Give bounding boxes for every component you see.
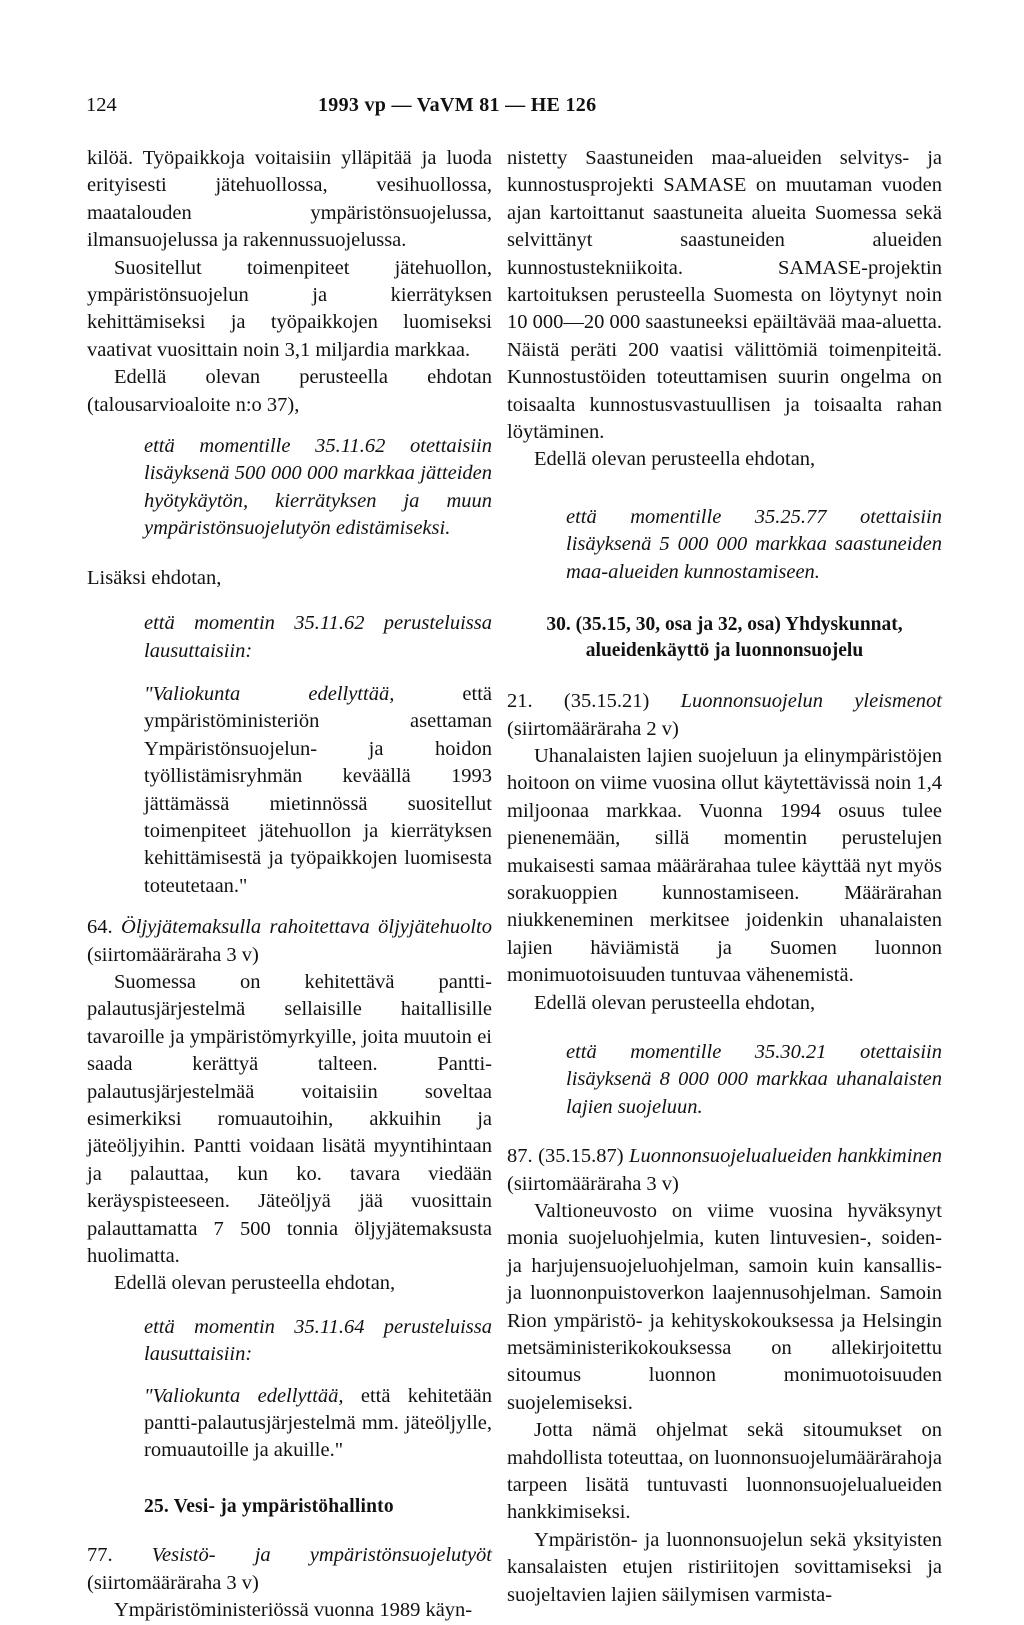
- section-heading-line: 30. (35.15, 30, osa ja 32, osa) Yhdyskunnat,: [546, 614, 903, 636]
- item-title: Luonnonsuojelualueiden hankkiminen: [629, 1145, 943, 1168]
- paragraph: Edellä olevan perusteella ehdotan,: [534, 448, 816, 471]
- item-title: Vesistö- ja ympäristönsuojelutyöt: [151, 1544, 492, 1567]
- section-heading-line: alueidenkäyttö ja luonnonsuojelu: [585, 640, 864, 662]
- item-title: Öljyjätemaksulla rahoitettava öljyjätehuolto: [121, 916, 493, 939]
- paragraph: nistetty Saastuneiden maa-alueiden selvitys- ja kunnostusprojekti SAMASE on muutaman vuoden ajan kartoittanut saastuneita alueita Suomessa sekä selvittänyt saastuneiden alueiden kunnostustekniikoita. SAMASE-projektin kartoituksen perusteella Suomesta on löytynyt noin 10 000—20 000 saastuneeksi epäiltävää maa-aluetta. Näistä peräti 200 vaatisi välittömiä toimenpiteitä. Kunnostustöiden toteuttamisen suurin ongelma on toisaalta kunnostusvastuullisen ja toisaalta rahan löytäminen.: [507, 147, 942, 444]
- running-head: 1993 vp — VaVM 81 — HE 126: [318, 94, 597, 116]
- item-tail: (siirtomääräraha 3 v): [87, 1571, 259, 1594]
- item-tail: (siirtomääräraha 3 v): [507, 1172, 679, 1195]
- paragraph: Jotta nämä ohjelmat sekä sitoumukset on mahdollista toteuttaa, on luonnonsuojelumäärärahoja tarpeen lisätä tuntuvasti luonnonsuojelualueiden hankkimiseksi.: [507, 1419, 942, 1524]
- right-column: [507, 145, 942, 1609]
- motion-text: että momentin 35.11.64 perusteluissa lausuttaisiin:: [144, 1315, 492, 1366]
- quote-rest: että ympäristöministeriön asettaman Ympäristönsuojelun- ja hoidon työllistämisryhmän keväällä 1993 jättämässä mietinnössä suositellut toimenpiteet jätehuollon ja kierrätyksen kehittämisestä ja työpaikkojen luomisesta toteutetaan.": [144, 682, 492, 897]
- paragraph: Edellä olevan perusteella ehdotan,: [114, 1272, 396, 1295]
- paragraph: Ympäristöministeriössä vuonna 1989 käyn-: [114, 1599, 473, 1622]
- item-number: 77.: [87, 1544, 152, 1567]
- paragraph: Suomessa on kehitettävä pantti-palautusjärjestelmä sellaisille haitallisille tavaroille ja ympäristömyrkyille, joita muutoin ei saada kerättyä talteen. Pantti-palautusjärjestelmää voitaisiin soveltaa esimerkiksi romuautoihin, akkuihin ja jäteöljyihin. Pantti voidaan lisätä myyntihintaan ja palauttaa, kun ko. tavara viedään keräyspisteeseen. Jäteöljyä jää vuosittain palauttamatta 7 500 tonnia öljyjätemaksusta huolimatta.: [87, 970, 492, 1268]
- quote-lead: "Valiokunta edellyttää,: [144, 682, 395, 705]
- quote-rest: että kehitetään pantti-palautusjärjestelmä mm. jäteöljylle, romuautoille ja akuille.": [144, 1384, 492, 1462]
- motion-text: että momentille 35.30.21 otettaisiin lisäyksenä 8 000 000 markkaa uhanalaisten lajien suojeluun.: [566, 1040, 942, 1118]
- left-column: [87, 145, 492, 1625]
- section-heading: 25. Vesi- ja ympäristöhallinto: [144, 1495, 394, 1517]
- item-tail: (siirtomääräraha 2 v): [507, 717, 679, 740]
- budget-item-heading: [507, 688, 942, 743]
- paragraph: Ympäristön- ja luonnonsuojelun sekä yksityisten kansalaisten etujen ristiriitojen sovittamiseksi ja suojeltavien lajien säilymisen varmista-: [507, 1528, 942, 1606]
- item-title: Luonnonsuojelun yleismenot: [680, 690, 942, 713]
- paragraph: Edellä olevan perusteella ehdotan (talousarvioaloite n:o 37),: [87, 366, 492, 416]
- paragraph: Edellä olevan perusteella ehdotan,: [534, 991, 816, 1014]
- item-tail: (siirtomääräraha 3 v): [87, 943, 259, 966]
- item-number: 87. (35.15.87): [507, 1145, 630, 1168]
- motion-text: että momentille 35.11.62 otettaisiin lisäyksenä 500 000 000 markkaa jätteiden hyötykäytön, kierrätyksen ja muun ympäristönsuojelutyön edistämiseksi.: [144, 435, 492, 540]
- paragraph: Suositellut toimenpiteet jätehuollon, ympäristönsuojelun ja kierrätyksen kehittämiseksi ja työpaikkojen luomiseksi vaativat vuosittain noin 3,1 miljardia markkaa.: [87, 256, 492, 361]
- page-number: 124: [86, 94, 117, 116]
- paragraph: Lisäksi ehdotan,: [87, 566, 222, 589]
- paragraph: Valtioneuvosto on viime vuosina hyväksynyt monia suojeluohjelmia, kuten lintuvesien-, soiden- ja harjujensuojeluohjelman, samoin kuin kansallis- ja luonnonpuistoverkon laajennusohjelman. Samoin Rion ympäristö- ja kehityskokouksessa ja Helsingin metsäministerikokouksessa on allekirjoitettu sitoumus luonnon monimuotoisuuden suojelemiseksi.: [507, 1200, 942, 1414]
- paragraph: Uhanalaisten lajien suojeluun ja elinympäristöjen hoitoon on viime vuosina ollut käytettävissä noin 1,4 miljoonaa markkaa. Vuonna 1994 osuus tulee pienenemään, sillä momentin perustelujen mukaisesti samaa määrärahaa tulee käyttää nyt myös sorakuoppien kunnostamiseen. Määrärahan niukkeneminen merkitsee joidenkin uhanalaisten lajien häviämistä ja Suomen luonnon monimuotoisuuden tuntuvaa vähenemistä.: [507, 744, 943, 987]
- quoted-statement: [144, 681, 492, 900]
- paragraph: kilöä. Työpaikkoja voitaisiin ylläpitää ja luoda erityisesti jätehuollossa, vesihuollossa, maatalouden ympäristönsuojelussa, ilmansuojelussa ja rakennussuojelussa.: [87, 147, 492, 252]
- item-number: 64.: [87, 916, 122, 939]
- quoted-statement: [144, 1383, 492, 1465]
- page-header: [0, 92, 1024, 122]
- budget-item-heading: [87, 914, 492, 969]
- motion-text: että momentin 35.11.62 perusteluissa lausuttaisiin:: [144, 612, 492, 662]
- budget-item-heading: [507, 1143, 942, 1198]
- motion-text: että momentille 35.25.77 otettaisiin lisäyksenä 5 000 000 markkaa saastuneiden maa-alueiden kunnostamiseen.: [566, 505, 942, 583]
- section-heading: [507, 612, 942, 664]
- item-number: 21. (35.15.21): [507, 690, 681, 713]
- budget-item-heading: [87, 1542, 492, 1597]
- quote-lead: "Valiokunta edellyttää,: [144, 1384, 344, 1407]
